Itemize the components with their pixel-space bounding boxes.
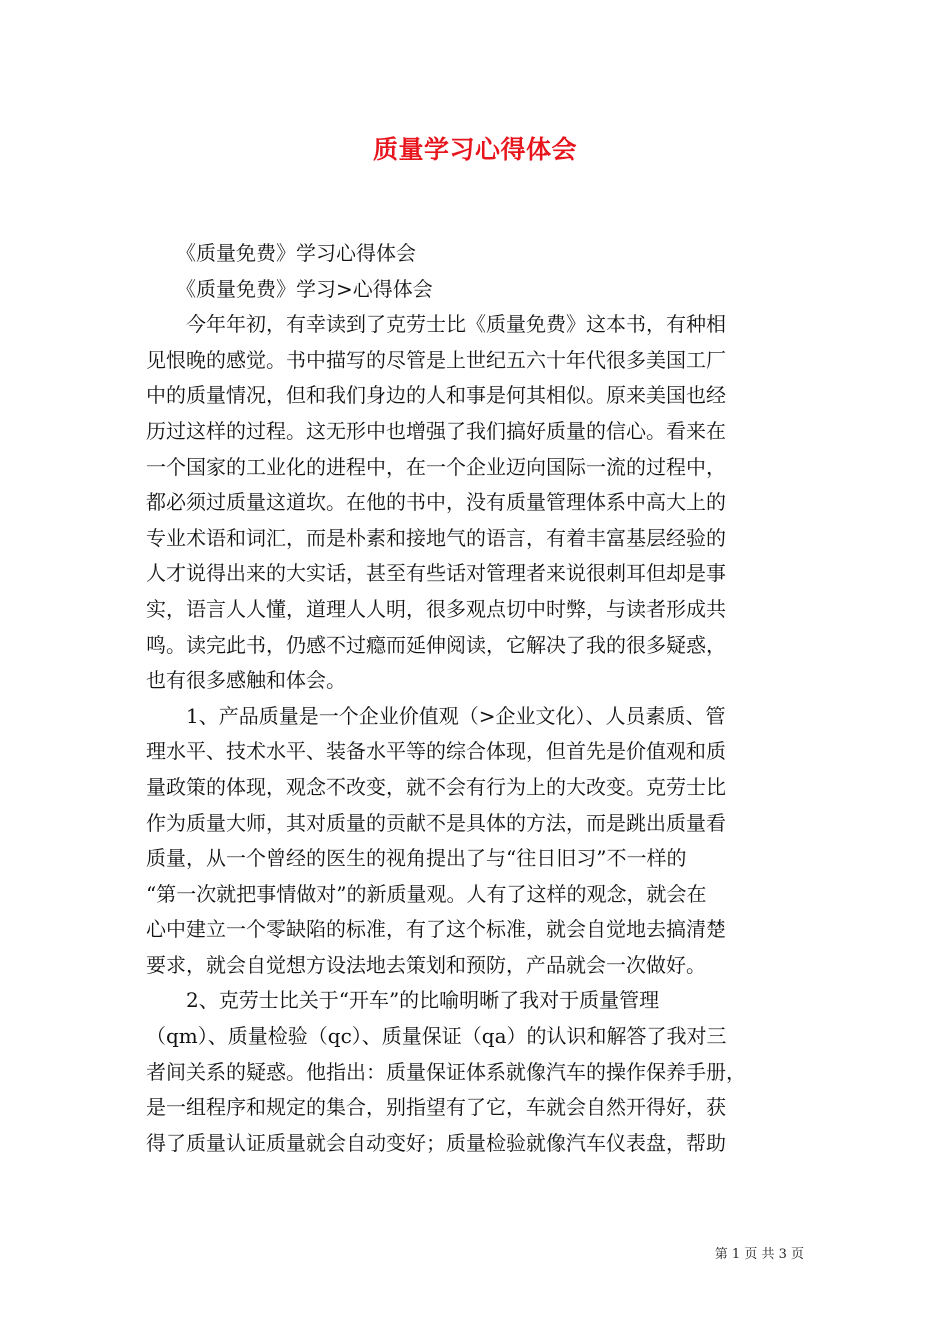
text-line: 质量，从一个曾经的医生的视角提出了与“往日旧习”不一样的 [146,846,687,871]
text-line: 要求，就会自觉想方设法地去策划和预防，产品就会一次做好。 [146,952,706,977]
text-line: 一个国家的工业化的进程中，在一个企业迈向国际一流的过程中， [146,454,726,479]
text-line: 得了质量认证质量就会自动变好；质量检验就像汽车仪表盘，帮助 [146,1130,726,1155]
page-title: 质量学习心得体会 [372,135,577,164]
text-line: 1、产品质量是一个企业价值观（>企业文化）、人员素质、管 [146,703,726,728]
text-line: 人才说得出来的大实话，甚至有些话对管理者来说很刺耳但却是事 [146,561,726,586]
text-line: 中的质量情况，但和我们身边的人和事是何其相似。原来美国也经 [146,383,726,408]
text-line: 见恨晚的感觉。书中描写的尽管是上世纪五六十年代很多美国工厂 [146,347,726,372]
text-line: 实，语言人人懂，道理人人明，很多观点切中时弊，与读者形成共 [146,596,726,621]
text-line: 者间关系的疑惑。他指出：质量保证体系就像汽车的操作保养手册， [146,1059,746,1084]
document-body [146,236,810,1161]
text-line: 都必须过质量这道坎。在他的书中，没有质量管理体系中高大上的 [146,490,726,515]
text-line: 《质量免费》学习心得体会 [146,241,416,265]
text-line: （qm）、质量检验（qc）、质量保证（qa）的认识和解答了我对三 [146,1024,727,1049]
text-line: 专业术语和词汇，而是朴素和接地气的语言，有着丰富基层经验的 [146,525,726,550]
text-line: 2、克劳士比关于“开车”的比喻明晰了我对于质量管理 [146,988,660,1013]
text-line: 作为质量大师，其对质量的贡献不是具体的方法，而是跳出质量看 [146,810,726,835]
text-line: 今年年初，有幸读到了克劳士比《质量免费》这本书，有种相 [146,312,726,337]
text-line: 《质量免费》学习>心得体会 [146,276,433,301]
text-line: “第一次就把事情做对”的新质量观。人有了这样的观念，就会在 [146,881,707,906]
text-line: 心中建立一个零缺陷的标准，有了这个标准，就会自觉地去搞清楚 [146,917,726,942]
text-line: 是一组程序和规定的集合，别指望有了它，车就会自然开得好，获 [146,1095,726,1120]
text-line: 量政策的体现，观念不改变，就不会有行为上的大改变。克劳士比 [146,774,726,799]
text-line: 也有很多感触和体会。 [146,668,346,693]
page-footer: 第 1 页 共 3 页 [714,1247,804,1262]
text-line: 理水平、技术水平、装备水平等的综合体现，但首先是价值观和质 [146,739,726,764]
text-line: 历过这样的过程。这无形中也增强了我们搞好质量的信心。看来在 [146,418,726,443]
text-line: 鸣。读完此书，仍感不过瘾而延伸阅读，它解决了我的很多疑惑， [146,632,726,657]
